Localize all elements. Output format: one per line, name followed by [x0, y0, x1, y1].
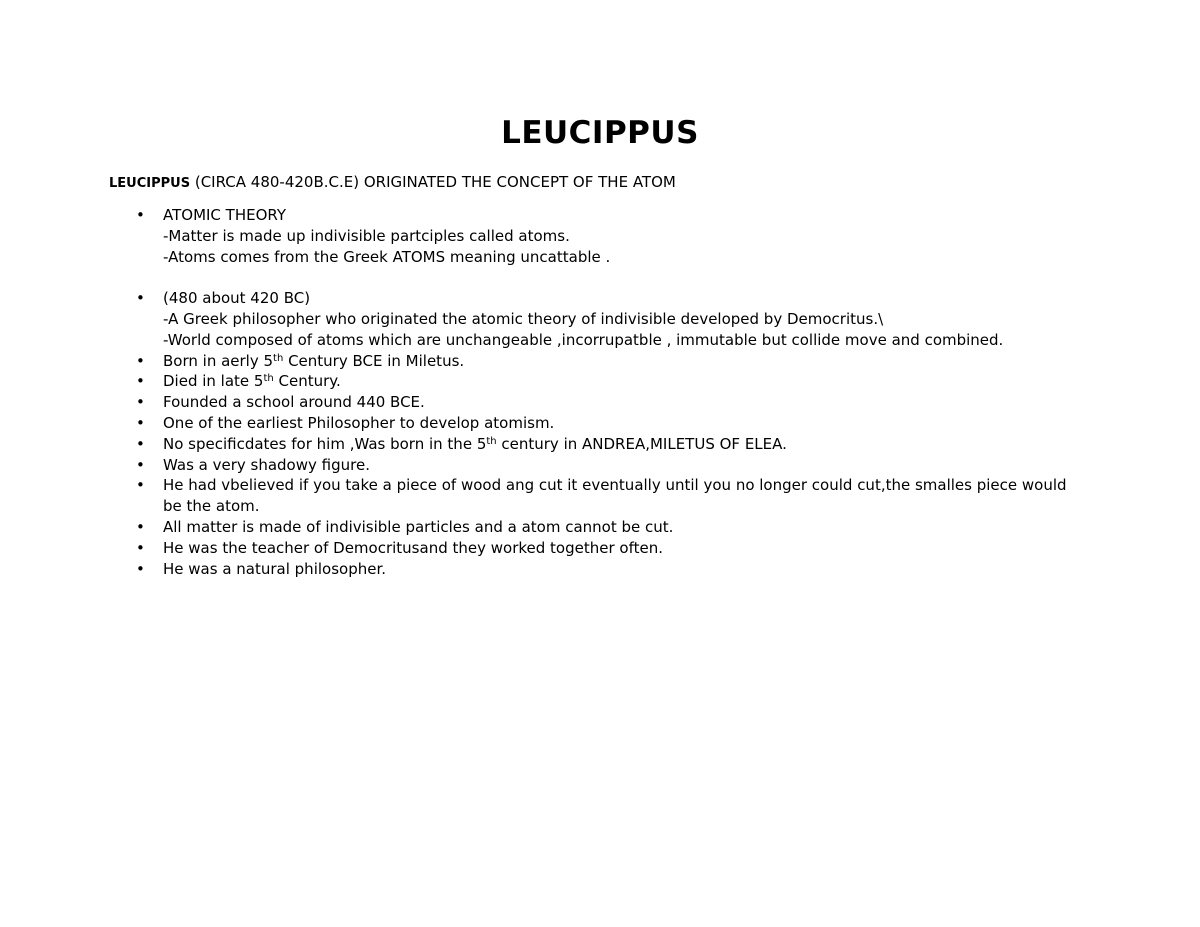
superscript: th [273, 352, 284, 364]
list-item-text: Born in aerly 5 [163, 351, 274, 370]
list-item-text: century in ANDREA,MILETUS OF ELEA. [496, 434, 787, 453]
list-item [0, 371, 1083, 392]
list-item-text: No specificdates for him ,Was born in the 5 [163, 434, 487, 453]
list-item [0, 559, 1083, 580]
list-item-text: He had vbelieved if you take a piece of wood ang cut it eventually until you no longer could cut,the smalles piece would be the atom. [163, 476, 1067, 516]
list-item [0, 434, 1083, 455]
list-item [0, 392, 1083, 413]
bullet-marker: • [136, 413, 145, 432]
list-item-text: He was a natural philosopher. [163, 559, 387, 578]
list-item-text: Died in late 5 [163, 372, 264, 391]
list-item-line: -Atoms comes from the Greek ATOMS meaning uncattable . [163, 247, 611, 266]
bullet-list [0, 205, 1200, 579]
list-item [0, 475, 1083, 517]
list-item [0, 413, 1083, 434]
bullet-marker: • [136, 455, 145, 474]
bullet-marker: • [136, 517, 145, 536]
bullet-marker: • [136, 434, 145, 453]
bullet-marker: • [136, 538, 145, 557]
intro-bold-name: LEUCIPPUS [109, 176, 191, 191]
list-item-line: -Matter is made up indivisible partciples called atoms. [163, 226, 570, 245]
list-item [0, 351, 1083, 372]
superscript: th [263, 373, 274, 385]
list-item [0, 288, 1083, 350]
bullet-marker: • [136, 372, 145, 391]
intro-line [109, 172, 676, 194]
bullet-marker: • [136, 289, 145, 308]
bullet-marker: • [136, 351, 145, 370]
list-item-line: (480 about 420 BC) [163, 289, 311, 308]
superscript: th [486, 435, 497, 447]
list-item-text: One of the earliest Philosopher to develop atomism. [163, 413, 555, 432]
document-title: LEUCIPPUS [501, 115, 699, 151]
intro-text: (CIRCA 480-420B.C.E) ORIGINATED THE CONCEPT OF THE ATOM [190, 173, 676, 191]
bullet-marker: • [136, 393, 145, 412]
list-item [0, 205, 1083, 267]
list-item-text: Was a very shadowy figure. [163, 455, 370, 474]
list-item-text: Founded a school around 440 BCE. [163, 393, 425, 412]
list-item-line: -World composed of atoms which are unchangeable ,incorrupatble , immutable but collide move and combined. [163, 330, 1004, 349]
list-item [0, 538, 1083, 559]
bullet-marker: • [136, 476, 145, 495]
list-item [0, 455, 1083, 476]
bullet-marker: • [136, 206, 145, 224]
list-item-text: He was the teacher of Democritusand they worked together often. [163, 538, 663, 557]
list-item-text: Century BCE in Miletus. [283, 351, 465, 370]
list-item-text: All matter is made of indivisible particles and a atom cannot be cut. [163, 517, 674, 536]
bullet-marker: • [136, 559, 145, 578]
list-item-line: ATOMIC THEORY [163, 206, 287, 224]
list-item-line: -A Greek philosopher who originated the atomic theory of indivisible developed by Democritus.\ [163, 309, 884, 328]
list-item-text: Century. [273, 372, 341, 391]
list-item [0, 517, 1083, 538]
